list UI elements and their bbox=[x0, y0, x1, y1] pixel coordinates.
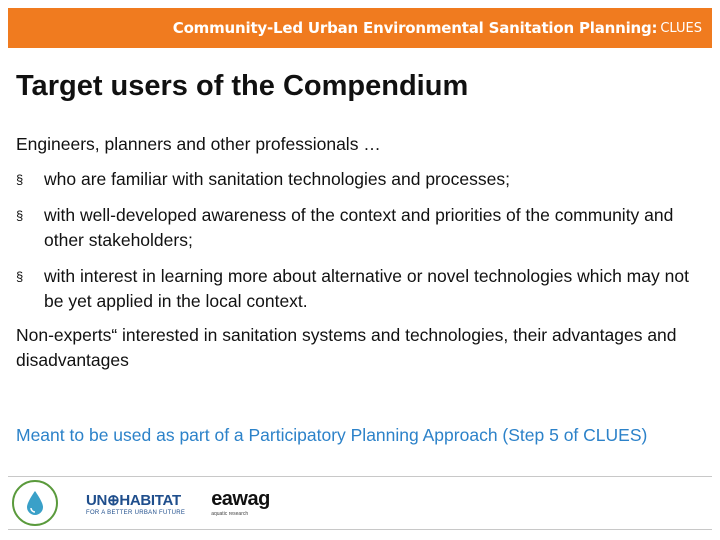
header-suffix: CLUES bbox=[660, 20, 702, 36]
header-bar bbox=[8, 8, 712, 48]
bullet-marker: § bbox=[16, 208, 24, 223]
water-drop-icon bbox=[26, 490, 44, 516]
non-experts-text: Non-experts“ interested in sanitation systems and technologies, their advantages and disadvantages bbox=[16, 325, 677, 370]
meant-text: Meant to be used as part of a Participatory Planning Approach (Step 5 of CLUES) bbox=[16, 425, 648, 445]
unhabitat-logo-text: UN⊕HABITAT bbox=[86, 491, 181, 509]
bullet-text: who are familiar with sanitation technologies and processes; bbox=[44, 169, 510, 189]
list-item bbox=[16, 167, 696, 192]
eawag-logo bbox=[211, 489, 270, 517]
unhabitat-tagline: FOR A BETTER URBAN FUTURE bbox=[86, 509, 186, 516]
page-title: Target users of the Compendium bbox=[16, 70, 469, 102]
header-title: Community-Led Urban Environmental Sanitation Planning: bbox=[172, 19, 658, 37]
footer-logos bbox=[8, 476, 712, 530]
intro-text: Engineers, planners and other professionals … bbox=[16, 134, 381, 154]
eawag-tagline: aquatic research bbox=[211, 511, 249, 517]
bullet-list bbox=[16, 167, 696, 314]
water-drop-logo bbox=[12, 480, 58, 526]
bullet-text: with well-developed awareness of the context and priorities of the community and other stakeholders; bbox=[44, 205, 674, 250]
unhabitat-logo bbox=[86, 491, 185, 516]
bullet-text: with interest in learning more about alternative or novel technologies which may not be yet applied in the local context. bbox=[44, 266, 689, 311]
bullet-marker: § bbox=[16, 172, 24, 187]
list-item bbox=[16, 203, 696, 253]
main-content bbox=[16, 132, 696, 373]
eawag-logo-text: eawag bbox=[211, 488, 270, 510]
bullet-marker: § bbox=[16, 269, 24, 284]
list-item bbox=[16, 264, 696, 314]
